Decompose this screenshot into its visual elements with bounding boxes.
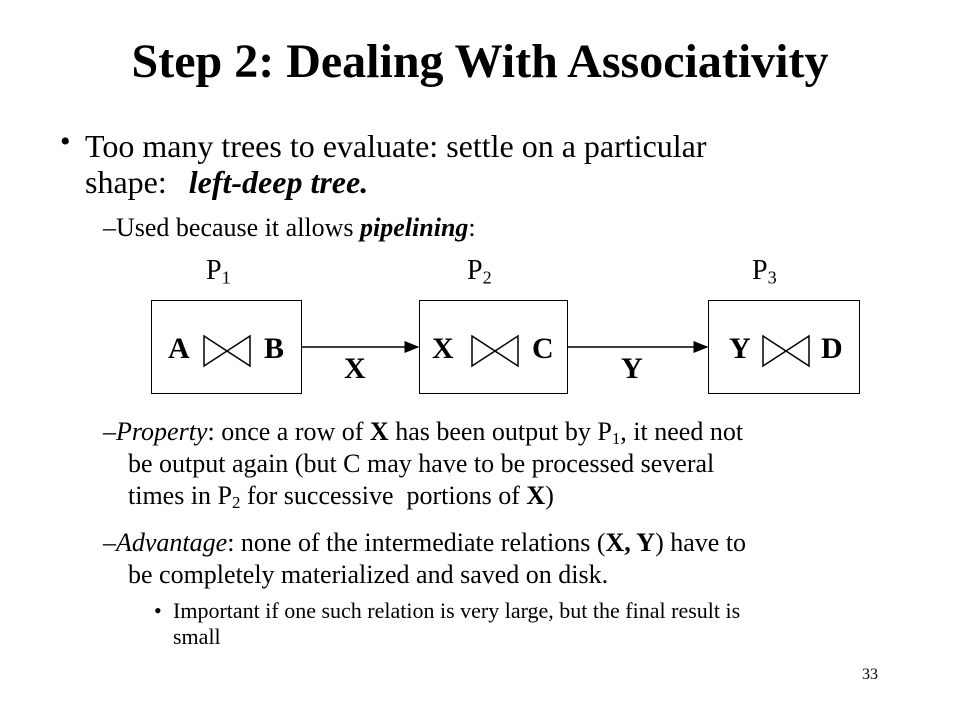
p-subscript: 2 — [232, 493, 241, 513]
join-right-operand: C — [532, 332, 554, 365]
advantage-term: Advantage — [116, 528, 228, 557]
join-left-operand: A — [168, 332, 190, 365]
advantage-text: ) have to — [655, 528, 747, 557]
sub1-suffix: : — [468, 213, 476, 242]
join-left-operand: X — [432, 332, 454, 365]
property-line2: be output again (but C may have to be processed several — [128, 449, 715, 478]
subsub-line1: Important if one such relation is very large, but the final result is — [173, 598, 741, 623]
bowtie-join-icon — [202, 334, 252, 368]
arrow-label-y: Y — [621, 352, 643, 385]
join-box-3 — [708, 300, 860, 394]
property-text: ) — [545, 481, 554, 510]
join-right-operand: B — [264, 332, 285, 365]
subsub-bullet-marker: • — [154, 598, 162, 623]
property-line1 — [103, 416, 743, 447]
slide-title: Step 2: Dealing With Associativity — [131, 35, 829, 88]
join-box-2 — [419, 300, 568, 394]
bowtie-join-icon — [761, 334, 811, 368]
process-label-p3: $P_3$ — [752, 255, 777, 288]
property-line3 — [128, 480, 554, 511]
property-text: : once a row of — [207, 417, 370, 446]
bullet-marker: • — [60, 125, 71, 158]
property-text: , it need not — [620, 417, 744, 446]
relation-x: X — [526, 481, 546, 510]
relation-x: X — [369, 417, 389, 446]
relations-xy: X, Y — [605, 528, 656, 557]
join-right-operand: D — [821, 332, 843, 365]
pipelining-emphasis: pipelining — [360, 213, 469, 242]
join-box-1 — [151, 300, 302, 394]
p-subscript: 1 — [611, 429, 621, 449]
sub1-text: Used because it allows — [116, 213, 361, 242]
dash-marker: – — [103, 213, 116, 242]
advantage-text: : none of the intermediate relations ( — [227, 528, 606, 557]
process-label-p2: $P_2$ — [467, 255, 492, 288]
property-text: has been output by P — [388, 417, 612, 446]
property-text: times in P — [128, 481, 233, 510]
page-number: 33 — [862, 666, 878, 683]
join-left-operand: Y — [729, 332, 751, 365]
bullet1-shape-text: shape: — [85, 164, 167, 200]
bullet1-line1: Too many trees to evaluate: settle on a particular — [85, 128, 707, 164]
arrow-label-x: X — [344, 352, 366, 385]
property-text: for successive portions of — [240, 481, 527, 510]
left-deep-tree-emphasis: left-deep tree. — [188, 164, 369, 200]
dash-marker: – — [103, 528, 116, 557]
dash-marker: – — [103, 417, 116, 446]
advantage-line2: be completely materialized and saved on disk. — [128, 560, 609, 589]
process-label-p1: $P_1$ — [206, 255, 231, 288]
advantage-line1 — [103, 527, 746, 558]
subsub-line2: small — [173, 624, 221, 649]
property-term: Property — [116, 417, 208, 446]
bowtie-join-icon — [470, 334, 520, 368]
